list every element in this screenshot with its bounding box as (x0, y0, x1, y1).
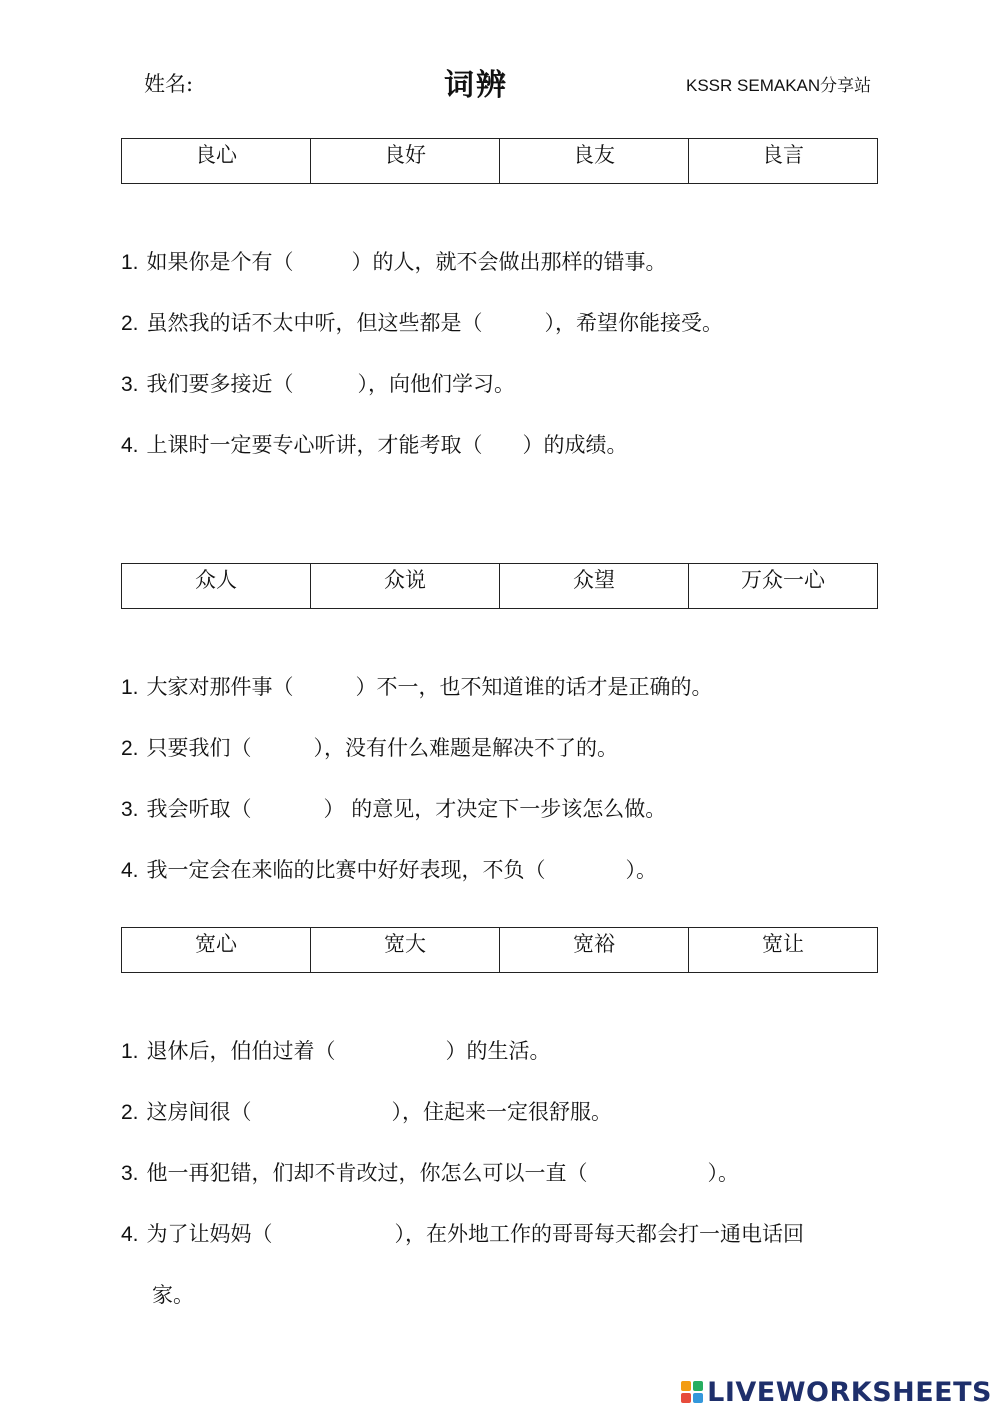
question-text-before: 他一再犯错，们却不肯改过，你怎么可以一直（ (146, 1161, 588, 1185)
question (121, 854, 657, 884)
question-text-after: ）的生活。 (445, 1039, 551, 1063)
word-bank-cell: 万众一心 (741, 568, 825, 592)
word-bank-3 (121, 927, 878, 973)
question-number: 1. (121, 251, 139, 274)
word-bank-cell: 良好 (311, 139, 500, 183)
question-number: 2. (121, 312, 139, 335)
question-text-after: ）的人，就不会做出那样的错事。 (351, 250, 667, 274)
question-text-before: 我一定会在来临的比赛中好好表现，不负（ (146, 858, 546, 882)
name-label: 姓名: (144, 72, 194, 96)
logo-square (681, 1393, 691, 1403)
question-text-after: ）的成绩。 (522, 433, 628, 457)
question-text-after: ）。 (707, 1161, 740, 1185)
question (121, 793, 666, 823)
question-text-before: 为了让妈妈（ (146, 1222, 273, 1246)
question (121, 307, 723, 337)
word-bank-2 (121, 563, 878, 609)
word-bank-cell: 众望 (500, 564, 689, 608)
question (121, 1157, 739, 1187)
question-text-after: ），没有什么难题是解决不了的。 (313, 736, 619, 760)
logo-square (693, 1393, 703, 1403)
question-number: 1. (121, 1040, 139, 1063)
word-bank-cell: 众说 (311, 564, 500, 608)
question-number: 2. (121, 1101, 139, 1124)
page-title: 词辨 (444, 68, 508, 103)
question-text-after: ），希望你能接受。 (544, 311, 724, 335)
question-number: 3. (121, 1162, 139, 1185)
logo-square (681, 1381, 691, 1391)
logo-text: LIVEWORKSHEETS (707, 1376, 992, 1408)
question-number: 1. (121, 676, 139, 699)
question-text-before: 退休后，伯伯过着（ (146, 1039, 336, 1063)
question-text-after: ） 的意见，才决定下一步该怎么做。 (323, 797, 667, 821)
site-label: KSSR SEMAKAN分享站 (686, 76, 872, 95)
word-bank-cell: 宽裕 (500, 928, 689, 972)
question-text-after: ），住起来一定很舒服。 (391, 1100, 613, 1124)
question-number: 2. (121, 737, 139, 760)
question (121, 246, 667, 276)
question-number: 4. (121, 434, 139, 457)
word-bank-cell: 宽心 (122, 928, 311, 972)
question (121, 1035, 551, 1065)
word-bank-cell: 良心 (122, 139, 311, 183)
question-number: 3. (121, 798, 139, 821)
question-text-before: 上课时一定要专心听讲，才能考取（ (146, 433, 483, 457)
question (121, 1218, 804, 1248)
question-continuation: 家。 (152, 1283, 194, 1307)
word-bank-cell: 宽大 (311, 928, 500, 972)
question-text-before: 这房间很（ (146, 1100, 252, 1124)
question-number: 4. (121, 1223, 139, 1246)
logo-icon (681, 1381, 703, 1403)
liveworksheets-logo (681, 1377, 992, 1407)
question-text-after: ），向他们学习。 (357, 372, 516, 396)
word-bank-cell: 宽让 (762, 932, 804, 956)
question (121, 368, 515, 398)
question-text-before: 我们要多接近（ (146, 372, 294, 396)
question-text-before: 虽然我的话不太中听，但这些都是（ (146, 311, 483, 335)
word-bank-cell: 众人 (122, 564, 311, 608)
question-number: 3. (121, 373, 139, 396)
question (121, 1096, 612, 1126)
word-bank-cell: 良友 (500, 139, 689, 183)
question-text-before: 如果你是个有（ (146, 250, 294, 274)
logo-square (693, 1381, 703, 1391)
question-number: 4. (121, 859, 139, 882)
question-text-before: 我会听取（ (146, 797, 252, 821)
question-text-after: ）不一，也不知道谁的话才是正确的。 (355, 675, 713, 699)
question-text-after: ），在外地工作的哥哥每天都会打一通电话回 (394, 1222, 805, 1246)
question (121, 732, 618, 762)
question-text-after: ）。 (625, 858, 658, 882)
question-text-before: 大家对那件事（ (146, 675, 294, 699)
word-bank-1 (121, 138, 878, 184)
question-text-before: 只要我们（ (146, 736, 252, 760)
question (121, 671, 713, 701)
question (121, 429, 628, 459)
word-bank-cell: 良言 (762, 143, 804, 167)
